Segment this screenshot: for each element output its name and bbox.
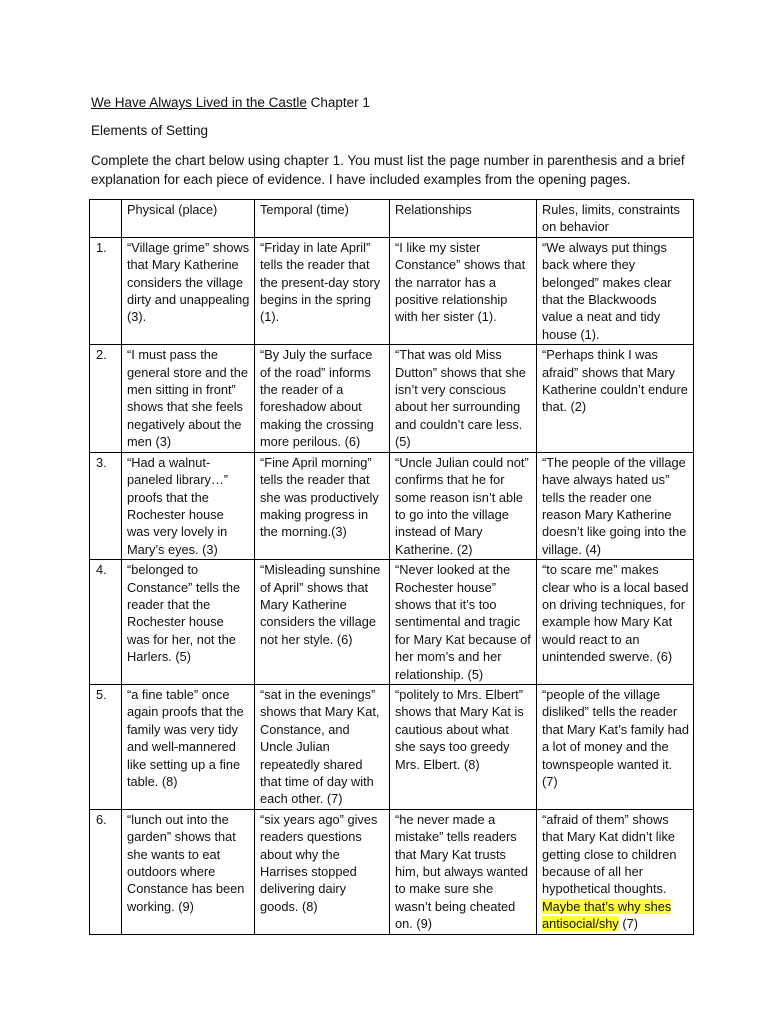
row-number: 4. bbox=[90, 560, 122, 685]
rules-cell: “The people of the village have always hated us” tells the reader one reason Mary Katherine doesn’t like going into the village. (4) bbox=[537, 452, 694, 559]
physical-cell: “I must pass the general store and the men sitting in front” shows that she feels negatively about the men (3) bbox=[122, 345, 255, 452]
physical-cell: “Village grime” shows that Mary Katherine considers the village dirty and unappealing (3). bbox=[122, 237, 255, 344]
physical-cell: “lunch out into the garden” shows that she wants to eat outdoors where Constance has been working. (9) bbox=[122, 809, 255, 934]
rules-cell: “We always put things back where they belonged” makes clear that the Blackwoods value a neat and tidy house (1). bbox=[537, 237, 694, 344]
title-line bbox=[91, 94, 370, 112]
rules-cell bbox=[537, 809, 694, 934]
physical-cell: “Had a walnut-paneled library…” proofs that the Rochester house was very lovely in Mary’s eyes. (3) bbox=[122, 452, 255, 559]
rules-cell-text: “afraid of them” shows that Mary Kat didn’t like getting close to children because of all her hypothetical thoughts. bbox=[542, 811, 677, 897]
physical-cell: “belonged to Constance” tells the reader that the Rochester house was for her, not the Harlers. (5) bbox=[122, 560, 255, 685]
book-title: We Have Always Lived in the Castle bbox=[91, 95, 307, 110]
relationships-cell: “That was old Miss Dutton” shows that she isn’t very conscious about her surrounding and couldn’t care less. (5) bbox=[390, 345, 537, 452]
row-number: 3. bbox=[90, 452, 122, 559]
temporal-cell: “six years ago” gives readers questions about why the Harrises stopped delivering dairy goods. (8) bbox=[255, 809, 390, 934]
header-physical: Physical (place) bbox=[122, 200, 255, 238]
instructions-paragraph: Complete the chart below using chapter 1. You must list the page number in parenthesis and a brief explanation for each piece of evidence. I have included examples from the opening pages. bbox=[91, 153, 685, 187]
relationships-cell: “politely to Mrs. Elbert” shows that Mary Kat is cautious about what she says too greedy Mrs. Elbert. (8) bbox=[390, 684, 537, 809]
temporal-cell: “Fine April morning” tells the reader that she was productively making progress in the morning.(3) bbox=[255, 452, 390, 559]
header-temporal: Temporal (time) bbox=[255, 200, 390, 238]
physical-cell: “a fine table” once again proofs that the family was very tidy and well-mannered like setting up a fine table. (8) bbox=[122, 684, 255, 809]
rules-cell: “Perhaps think I was afraid” shows that Mary Katherine couldn’t endure that. (2) bbox=[537, 345, 694, 452]
relationships-cell: “he never made a mistake” tells readers that Mary Kat trusts him, but always wanted to make sure she wasn’t being cheated on. (9) bbox=[390, 809, 537, 934]
rules-cell: “to scare me” makes clear who is a local based on driving techniques, for example how Mary Kat would react to an unintended swerve. (6) bbox=[537, 560, 694, 685]
temporal-cell: “Friday in late April” tells the reader that the present-day story begins in the spring (1). bbox=[255, 237, 390, 344]
setting-chart-table bbox=[89, 199, 694, 935]
table-row bbox=[90, 237, 694, 344]
row-number: 6. bbox=[90, 809, 122, 934]
rules-cell: “people of the village disliked” tells the reader that Mary Kat’s family had a lot of money and the townspeople wanted it. (7) bbox=[537, 684, 694, 809]
relationships-cell: “Never looked at the Rochester house” shows that it’s too sentimental and tragic for Mary Kat because of her mom’s and her relationship. (5) bbox=[390, 560, 537, 685]
temporal-cell: “By July the surface of the road” informs the reader of a foreshadow about making the crossing more perilous. (6) bbox=[255, 345, 390, 452]
table-row bbox=[90, 684, 694, 809]
header-rules: Rules, limits, constraints on behavior bbox=[537, 200, 694, 238]
row-number: 1. bbox=[90, 237, 122, 344]
section-subheading: Elements of Setting bbox=[91, 123, 209, 138]
relationships-cell: “Uncle Julian could not” confirms that he for some reason isn’t able to go into the village instead of Mary Katherine. (2) bbox=[390, 452, 537, 559]
table-header-row bbox=[90, 200, 694, 238]
page-reference: (7) bbox=[618, 916, 639, 932]
table-row bbox=[90, 452, 694, 559]
chapter-label: Chapter 1 bbox=[310, 95, 370, 110]
highlighted-comment: Maybe that’s why shes antisocial/shy bbox=[542, 898, 672, 932]
temporal-cell: “Misleading sunshine of April” shows that Mary Katherine considers the village not her style. (6) bbox=[255, 560, 390, 685]
table-row bbox=[90, 560, 694, 685]
table-row bbox=[90, 345, 694, 452]
relationships-cell: “I like my sister Constance” shows that the narrator has a positive relationship with her sister (1). bbox=[390, 237, 537, 344]
header-blank-cell bbox=[90, 200, 122, 238]
header-relationships: Relationships bbox=[390, 200, 537, 238]
temporal-cell: “sat in the evenings” shows that Mary Kat, Constance, and Uncle Julian repeatedly shared that time of day with each other. (7) bbox=[255, 684, 390, 809]
row-number: 2. bbox=[90, 345, 122, 452]
table-row bbox=[90, 809, 694, 934]
row-number: 5. bbox=[90, 684, 122, 809]
